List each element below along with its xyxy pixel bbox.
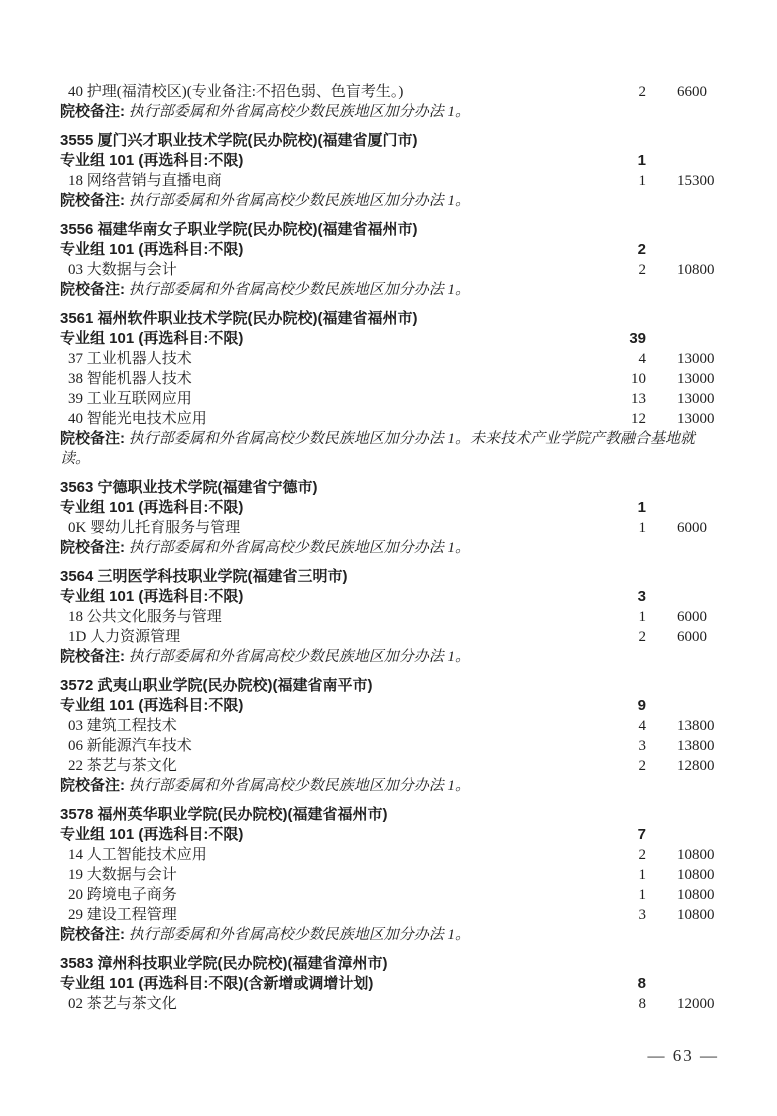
major-name: 37 工业机器人技术 — [68, 351, 192, 367]
major-group-label: 专业组 101 (再选科目:不限) — [60, 826, 244, 843]
institution-block — [60, 220, 722, 300]
major-tuition-fee: 10800 — [677, 847, 715, 863]
remark-text: 执行部委属和外省属高校少数民族地区加分办法 1。 — [128, 104, 471, 120]
remark-row — [60, 280, 722, 300]
major-name: 03 建筑工程技术 — [68, 718, 177, 734]
major-name: 20 跨境电子商务 — [68, 887, 177, 903]
remark-row — [60, 647, 722, 667]
major-row — [60, 171, 722, 191]
remark-label: 院校备注: — [60, 103, 125, 120]
institution-block — [60, 676, 722, 796]
remark-label: 院校备注: — [60, 192, 125, 209]
remark-label: 院校备注: — [60, 281, 125, 298]
major-plan-count: 3 — [638, 738, 646, 754]
major-row — [60, 885, 722, 905]
institution-block — [60, 567, 722, 667]
major-tuition-fee: 13800 — [677, 738, 715, 754]
major-name: 18 公共文化服务与管理 — [68, 609, 222, 625]
major-row — [60, 260, 722, 280]
major-group-label: 专业组 101 (再选科目:不限) — [60, 241, 244, 258]
institution-block-list — [60, 82, 722, 1014]
major-row — [60, 994, 722, 1014]
institution-title: 3564 三明医学科技职业学院(福建省三明市) — [60, 568, 348, 585]
major-name: 18 网络营销与直播电商 — [68, 173, 222, 189]
major-row — [60, 716, 722, 736]
institution-header-row — [60, 676, 722, 696]
institution-block — [60, 131, 722, 211]
group-plan-total: 8 — [637, 975, 646, 992]
institution-title: 3563 宁德职业技术学院(福建省宁德市) — [60, 479, 318, 496]
major-row — [60, 607, 722, 627]
major-plan-count: 8 — [638, 996, 646, 1012]
major-plan-count: 1 — [638, 173, 646, 189]
major-group-label: 专业组 101 (再选科目:不限) — [60, 588, 244, 605]
remark-label: 院校备注: — [60, 539, 125, 556]
group-plan-total: 3 — [637, 588, 646, 605]
group-plan-total: 9 — [637, 697, 646, 714]
remark-row — [60, 429, 722, 469]
institution-title: 3555 厦门兴才职业技术学院(民办院校)(福建省厦门市) — [60, 132, 418, 149]
admission-plan-page — [60, 82, 722, 1023]
major-tuition-fee: 10800 — [677, 867, 715, 883]
remark-text: 执行部委属和外省属高校少数民族地区加分办法 1。 — [128, 540, 471, 556]
major-name: 03 大数据与会计 — [68, 262, 177, 278]
major-name: 38 智能机器人技术 — [68, 371, 192, 387]
institution-block — [60, 82, 722, 122]
major-group-row — [60, 825, 722, 845]
group-plan-total: 2 — [637, 241, 646, 258]
remark-label: 院校备注: — [60, 430, 125, 447]
major-tuition-fee: 6000 — [677, 609, 707, 625]
group-plan-total: 1 — [637, 499, 646, 516]
major-group-row — [60, 240, 722, 260]
remark-text: 执行部委属和外省属高校少数民族地区加分办法 1。 — [128, 282, 471, 298]
major-group-row — [60, 329, 722, 349]
major-plan-count: 13 — [631, 391, 646, 407]
major-plan-count: 1 — [638, 867, 646, 883]
major-tuition-fee: 12000 — [677, 996, 715, 1012]
institution-title: 3561 福州软件职业技术学院(民办院校)(福建省福州市) — [60, 310, 418, 327]
major-name: 40 护理(福清校区)(专业备注:不招色弱、色盲考生。) — [68, 84, 404, 100]
major-plan-count: 2 — [638, 629, 646, 645]
major-row — [60, 518, 722, 538]
institution-header-row — [60, 805, 722, 825]
major-plan-count: 10 — [631, 371, 646, 387]
major-name: 22 茶艺与茶文化 — [68, 758, 177, 774]
major-row — [60, 349, 722, 369]
major-row — [60, 865, 722, 885]
major-group-label: 专业组 101 (再选科目:不限) — [60, 152, 244, 169]
institution-block — [60, 805, 722, 945]
major-tuition-fee: 10800 — [677, 887, 715, 903]
group-plan-total: 39 — [629, 330, 646, 347]
institution-header-row — [60, 220, 722, 240]
major-tuition-fee: 13000 — [677, 411, 715, 427]
major-tuition-fee: 12800 — [677, 758, 715, 774]
major-row — [60, 736, 722, 756]
remark-text: 执行部委属和外省属高校少数民族地区加分办法 1。 — [128, 193, 471, 209]
institution-title: 3578 福州英华职业学院(民办院校)(福建省福州市) — [60, 806, 388, 823]
institution-block — [60, 954, 722, 1014]
major-row — [60, 82, 722, 102]
major-plan-count: 4 — [638, 718, 646, 734]
remark-text: 执行部委属和外省属高校少数民族地区加分办法 1。 — [128, 927, 471, 943]
institution-header-row — [60, 478, 722, 498]
remark-label: 院校备注: — [60, 777, 125, 794]
major-row — [60, 756, 722, 776]
major-group-row — [60, 696, 722, 716]
major-row — [60, 409, 722, 429]
institution-header-row — [60, 131, 722, 151]
major-plan-count: 1 — [638, 520, 646, 536]
major-tuition-fee: 10800 — [677, 907, 715, 923]
major-group-row — [60, 974, 722, 994]
major-tuition-fee: 13000 — [677, 391, 715, 407]
major-tuition-fee: 6600 — [677, 84, 707, 100]
remark-row — [60, 538, 722, 558]
remark-text: 执行部委属和外省属高校少数民族地区加分办法 1。 — [128, 778, 471, 794]
major-tuition-fee: 13000 — [677, 371, 715, 387]
remark-row — [60, 102, 722, 122]
major-name: 29 建设工程管理 — [68, 907, 177, 923]
institution-header-row — [60, 567, 722, 587]
major-tuition-fee: 15300 — [677, 173, 715, 189]
major-tuition-fee: 6000 — [677, 520, 707, 536]
remark-label: 院校备注: — [60, 926, 125, 943]
major-name: 06 新能源汽车技术 — [68, 738, 192, 754]
major-name: 14 人工智能技术应用 — [68, 847, 207, 863]
major-group-label: 专业组 101 (再选科目:不限)(含新增或调增计划) — [60, 975, 374, 992]
major-plan-count: 3 — [638, 907, 646, 923]
institution-header-row — [60, 954, 722, 974]
institution-block — [60, 309, 722, 469]
major-row — [60, 845, 722, 865]
major-group-row — [60, 498, 722, 518]
major-group-label: 专业组 101 (再选科目:不限) — [60, 697, 244, 714]
major-row — [60, 627, 722, 647]
major-tuition-fee: 13000 — [677, 351, 715, 367]
institution-title: 3583 漳州科技职业学院(民办院校)(福建省漳州市) — [60, 955, 388, 972]
major-plan-count: 1 — [638, 887, 646, 903]
remark-text: 执行部委属和外省属高校少数民族地区加分办法 1。未来技术产业学院产教融合基地就读。 — [60, 431, 696, 467]
major-group-row — [60, 151, 722, 171]
major-tuition-fee: 10800 — [677, 262, 715, 278]
major-plan-count: 4 — [638, 351, 646, 367]
remark-row — [60, 925, 722, 945]
institution-title: 3572 武夷山职业学院(民办院校)(福建省南平市) — [60, 677, 373, 694]
group-plan-total: 1 — [637, 152, 646, 169]
major-row — [60, 389, 722, 409]
major-name: 1D 人力资源管理 — [68, 629, 181, 645]
major-name: 39 工业互联网应用 — [68, 391, 192, 407]
major-tuition-fee: 6000 — [677, 629, 707, 645]
institution-block — [60, 478, 722, 558]
page-number: — 63 — — [647, 1046, 719, 1065]
major-group-row — [60, 587, 722, 607]
major-plan-count: 2 — [638, 758, 646, 774]
major-group-label: 专业组 101 (再选科目:不限) — [60, 499, 244, 516]
remark-row — [60, 191, 722, 211]
remark-text: 执行部委属和外省属高校少数民族地区加分办法 1。 — [128, 649, 471, 665]
remark-label: 院校备注: — [60, 648, 125, 665]
major-plan-count: 1 — [638, 609, 646, 625]
major-row — [60, 905, 722, 925]
remark-row — [60, 776, 722, 796]
major-plan-count: 2 — [638, 262, 646, 278]
major-name: 02 茶艺与茶文化 — [68, 996, 177, 1012]
major-name: 40 智能光电技术应用 — [68, 411, 207, 427]
major-plan-count: 12 — [631, 411, 646, 427]
institution-title: 3556 福建华南女子职业学院(民办院校)(福建省福州市) — [60, 221, 418, 238]
major-name: 19 大数据与会计 — [68, 867, 177, 883]
major-group-label: 专业组 101 (再选科目:不限) — [60, 330, 244, 347]
major-row — [60, 369, 722, 389]
major-tuition-fee: 13800 — [677, 718, 715, 734]
major-plan-count: 2 — [638, 847, 646, 863]
major-plan-count: 2 — [638, 84, 646, 100]
major-name: 0K 婴幼儿托育服务与管理 — [68, 520, 241, 536]
institution-header-row — [60, 309, 722, 329]
group-plan-total: 7 — [637, 826, 646, 843]
